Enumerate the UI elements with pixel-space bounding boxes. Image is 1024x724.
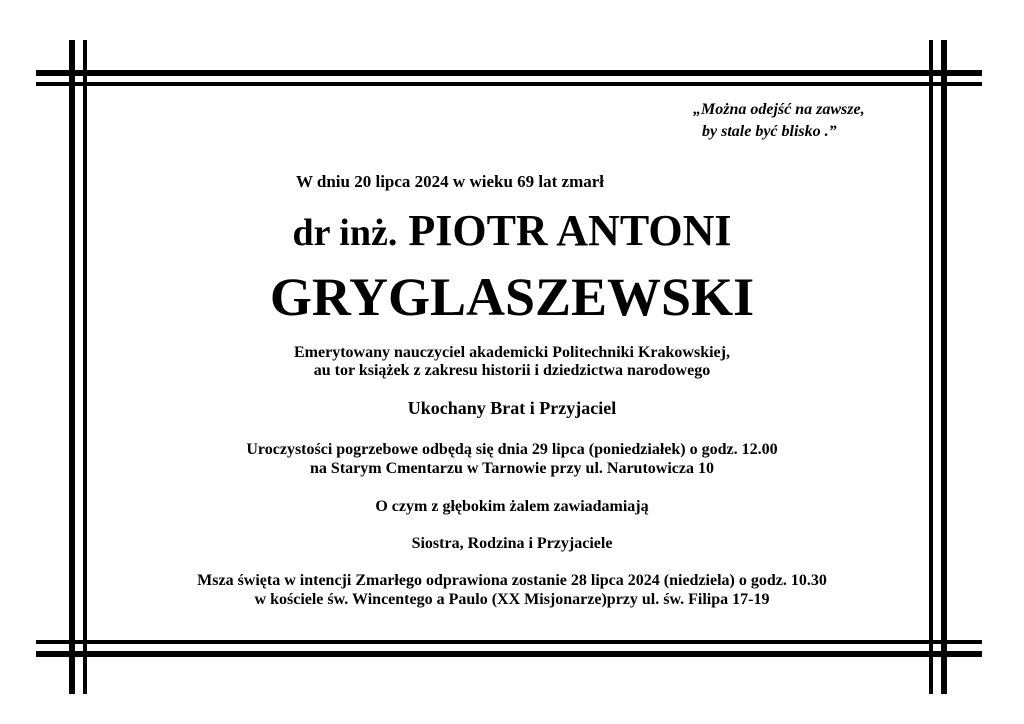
mass-info-line-1: Msza święta w intencji Zmarłego odprawiona zostanie 28 lipca 2024 (niedziela) o godz. 10.30 [197, 572, 827, 589]
description-line-2: au tor książek z zakresu historii i dziedzictwa narodowego [313, 362, 711, 379]
deceased-surname: GRYGLASZEWSKI [269, 267, 755, 327]
mourners-line: Siostra, Rodzina i Przyjaciele [411, 535, 613, 552]
sorrow-line: O czym z głębokim żalem zawiadamiają [375, 498, 649, 515]
death-announcement: W dniu 20 lipca 2024 w wieku 69 lat zmarł [295, 172, 605, 191]
frame-top-inner-bar [36, 82, 982, 86]
relation-line: Ukochany Brat i Przyjaciel [407, 398, 617, 418]
frame-top-outer-bar [36, 70, 982, 76]
frame-bottom-outer-bar [36, 651, 982, 657]
funeral-info-line-2: na Starym Cmentarzu w Tarnowie przy ul. Narutowicza 10 [310, 460, 714, 477]
frame-bottom-inner-bar [36, 640, 982, 644]
given-names: PIOTR ANTONI [408, 206, 732, 255]
mass-info-line-2: w kościele św. Wincentego a Paulo (XX Misjonarze)przy ul. św. Filipa 17-19 [254, 591, 770, 608]
deceased-name-line [0, 205, 1024, 259]
funeral-info-line-1: Uroczystości pogrzebowe odbędą się dnia 29 lipca (poniedziałek) o godz. 12.00 [246, 441, 778, 458]
description-line-1: Emerytowany nauczyciel akademicki Politechniki Krakowskiej, [294, 344, 730, 361]
academic-title: dr inż. [292, 212, 398, 254]
epigraph-line-2: by stale być blisko .” [702, 123, 837, 140]
epigraph-line-1: „Można odejść na zawsze, [693, 101, 865, 118]
